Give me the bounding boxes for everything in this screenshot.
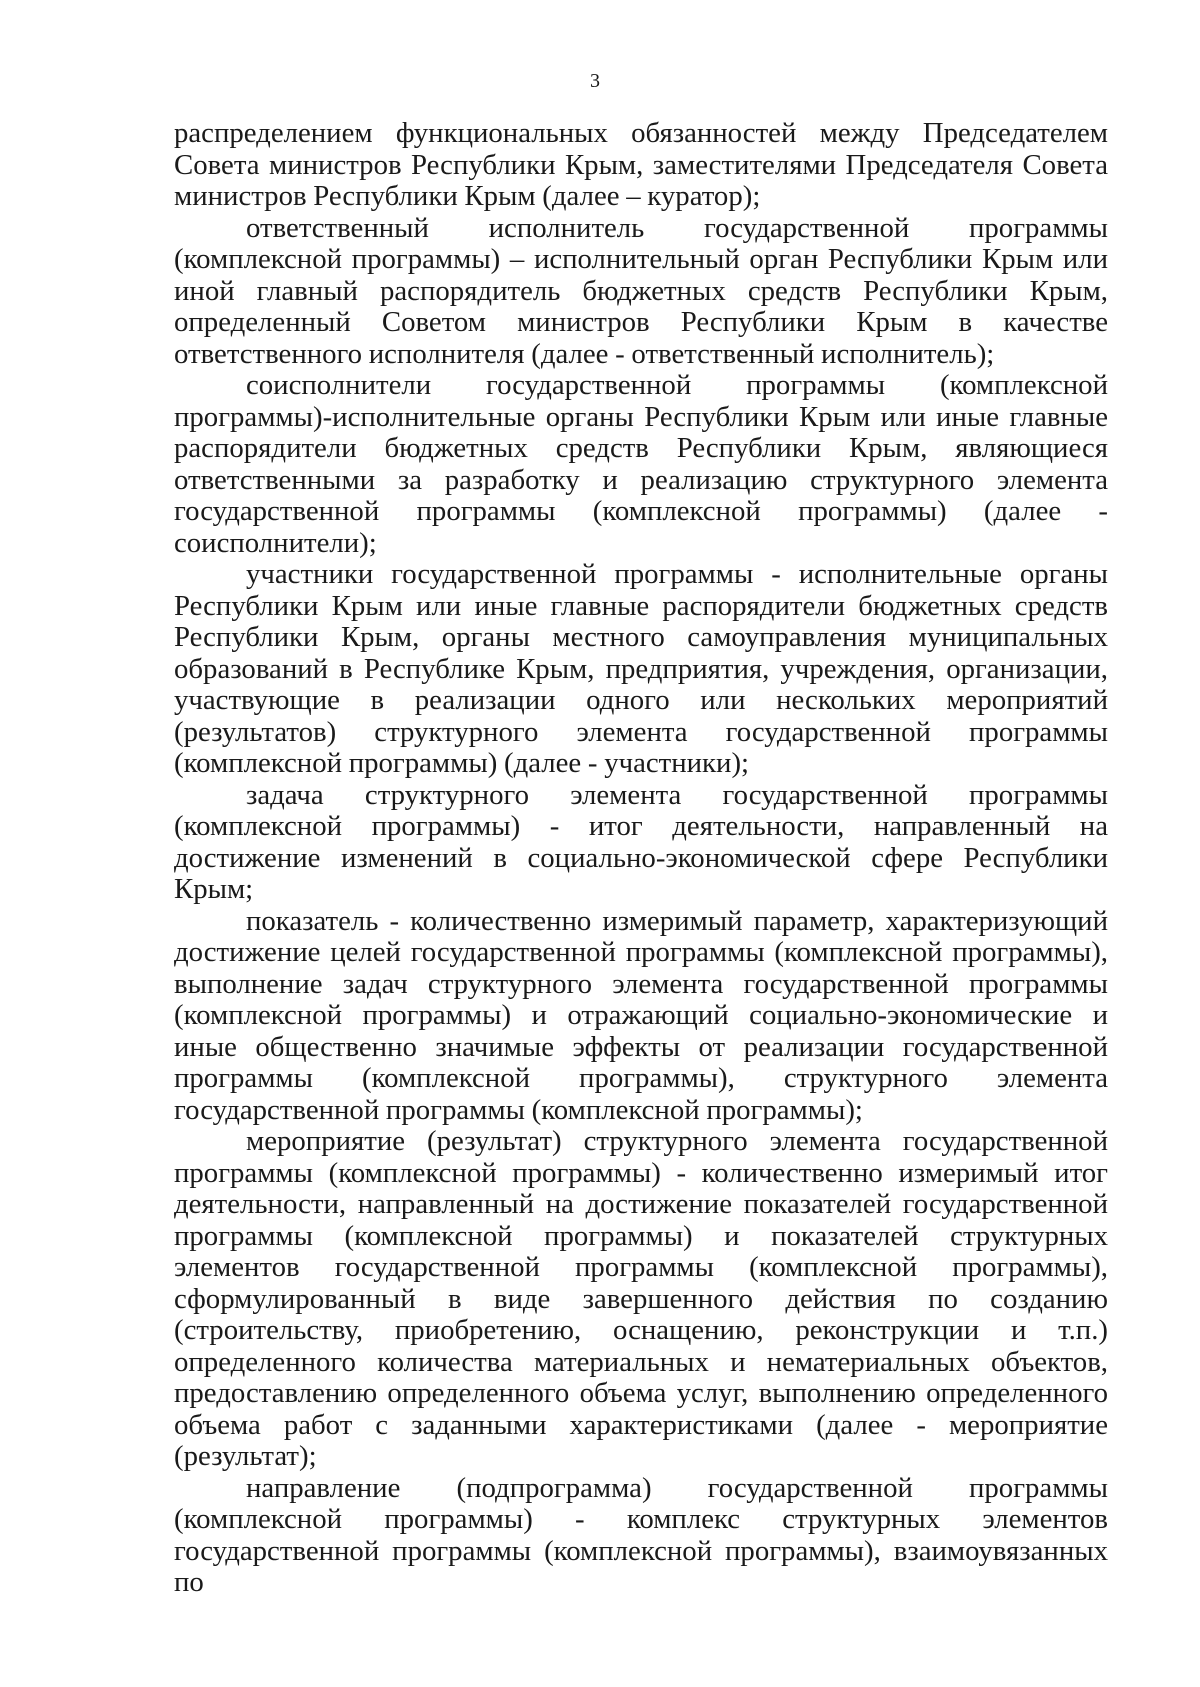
paragraph-direction-subprogram: направление (подпрограмма) государственной программы (комплексной программы) - комплекс структурных элементов государственной программы (комплексной программы), взаимоувязанных по [174, 1471, 1108, 1598]
paragraph-curator: распределением функциональных обязанностей между Председателем Совета министров Республики Крым, заместителями Председателя Совета министров Республики Крым (далее – куратор); [174, 117, 1108, 212]
paragraph-activity-result: мероприятие (результат) структурного элемента государственной программы (комплексной программы) - количественно измеримый итог деятельности, направленный на достижение показателей государственной программы (комплексной программы) и показателей структурных элементов государственной программы (комплексной программы), сформулированный в виде завершенного действия по созданию (строительству, приобретению, оснащению, реконструкции и т.п.) определенного количества материальных и нематериальных объектов, предоставлению определенного объема услуг, выполнению определенного объема работ с заданными характеристиками (далее - мероприятие (результат); [174, 1125, 1108, 1472]
page-number: 3 [590, 70, 600, 92]
document-body [174, 118, 1108, 1599]
paragraph-co-executors: соисполнители государственной программы (комплексной программы)-исполнительные органы Республики Крым или иные главные распорядители бюджетных средств Республики Крым, являющиеся ответственными за разработку и реализацию структурного элемента государственной программы (комплексной программы) (далее - соисполнители); [174, 369, 1108, 559]
paragraph-responsible-executor: ответственный исполнитель государственной программы (комплексной программы) – исполнительный орган Республики Крым или иной главный распорядитель бюджетных средств Республики Крым, определенный Советом министров Республики Крым в качестве ответственного исполнителя (далее - ответственный исполнитель); [174, 211, 1108, 370]
paragraph-indicator: показатель - количественно измеримый параметр, характеризующий достижение целей государственной программы (комплексной программы), выполнение задач структурного элемента государственной программы (комплексной программы) и отражающий социально-экономические и иные общественно значимые эффекты от реализации государственной программы (комплексной программы), структурного элемента государственной программы (комплексной программы); [174, 904, 1108, 1126]
paragraph-participants: участники государственной программы - исполнительные органы Республики Крым или иные главные распорядители бюджетных средств Республики Крым, органы местного самоуправления муниципальных образований в Республике Крым, предприятия, учреждения, организации, участвующие в реализации одного или нескольких мероприятий (результатов) структурного элемента государственной программы (комплексной программы) (далее - участники); [174, 558, 1108, 779]
paragraph-task: задача структурного элемента государственной программы (комплексной программы) - итог деятельности, направленный на достижение изменений в социально-экономической сфере Республики Крым; [174, 778, 1108, 905]
